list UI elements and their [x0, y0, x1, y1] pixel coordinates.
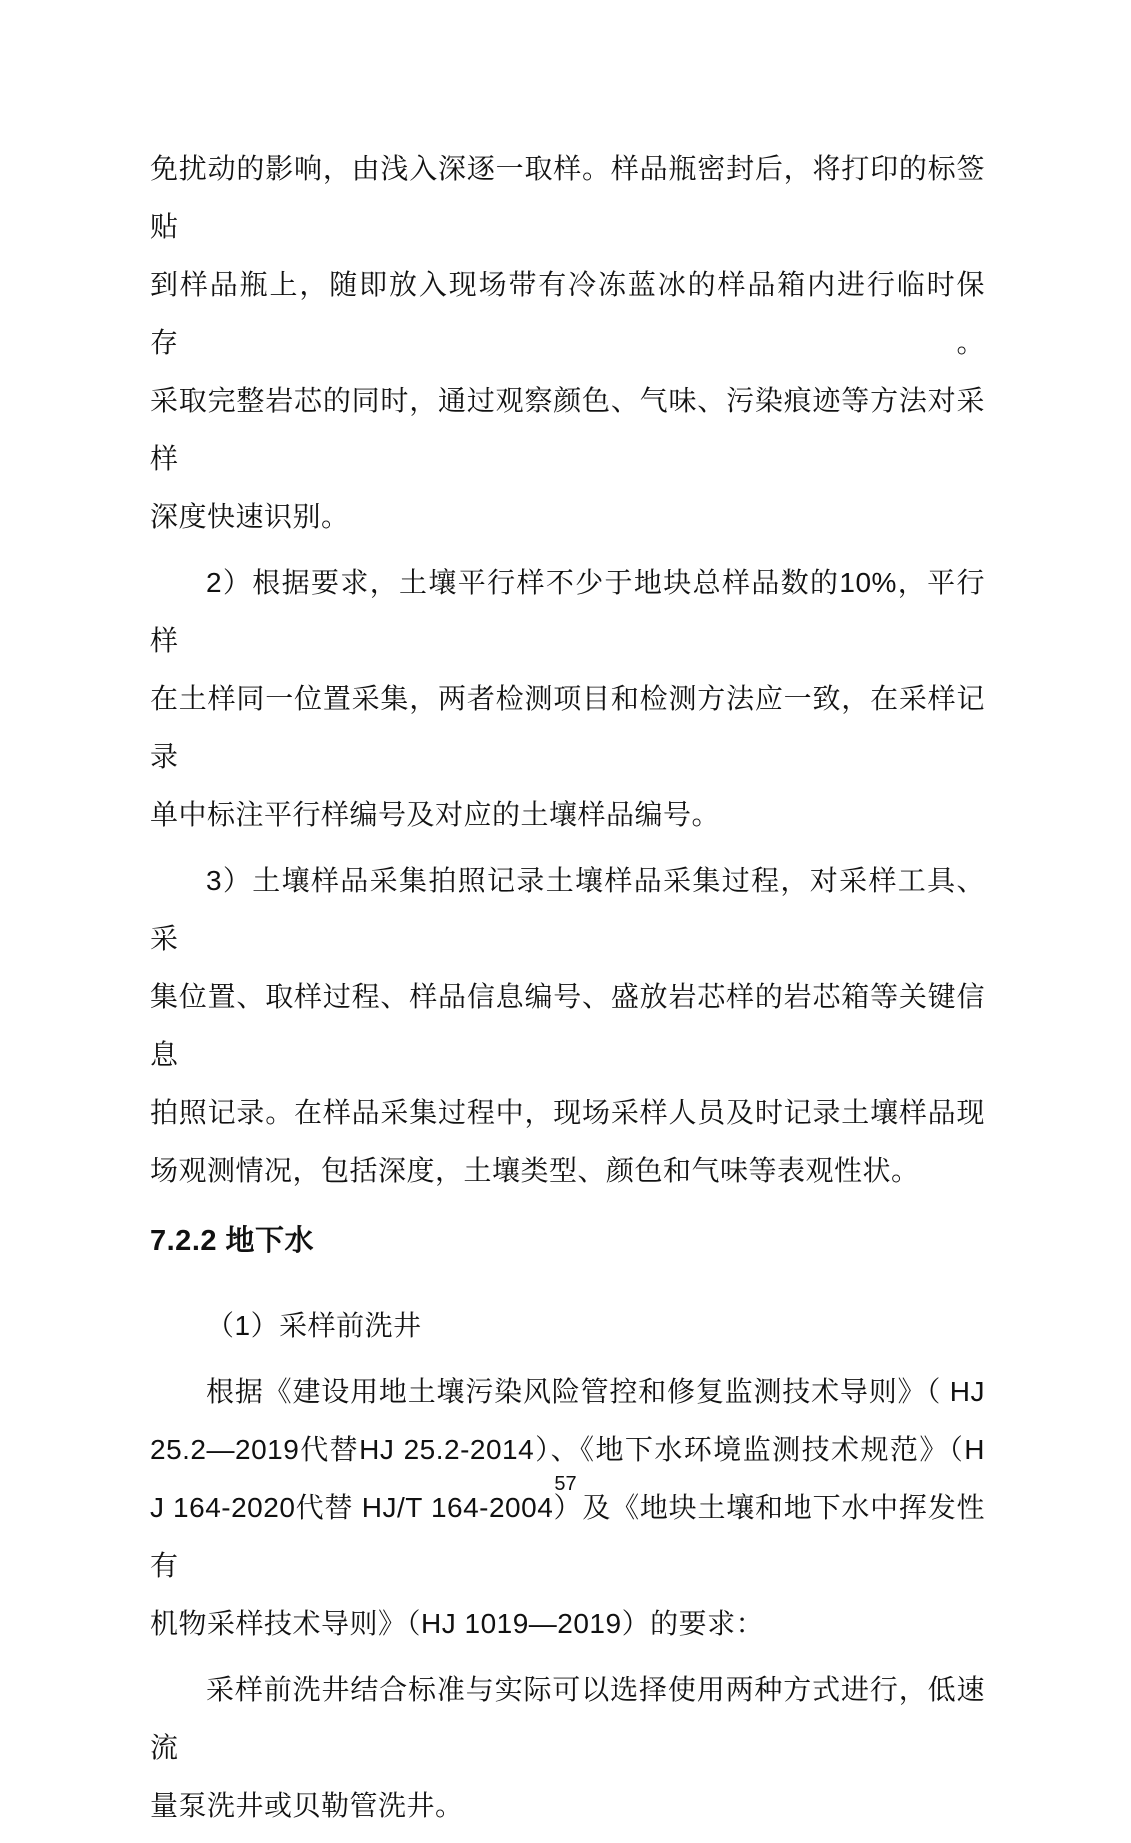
page-number: 57 [554, 1473, 577, 1495]
paragraph-subitem-1 [150, 1297, 985, 1355]
page-footer [0, 1470, 1131, 1498]
body-line: 3）土壤样品采集拍照记录土壤样品采集过程，对采样工具、采 [150, 865, 985, 954]
body-line: 采取完整岩芯的同时，通过观察颜色、气味、污染痕迹等方法对采样 [150, 385, 985, 474]
body-line: 25.2—2019代替HJ 25.2-2014）、《地下水环境监测技术规范》（H [150, 1434, 985, 1465]
body-line: 集位置、取样过程、样品信息编号、盛放岩芯样的岩芯箱等关键信息 [150, 981, 985, 1070]
body-line: 采样前洗井结合标准与实际可以选择使用两种方式进行，低速流 [150, 1674, 985, 1763]
body-line: 在土样同一位置采集，两者检测项目和检测方法应一致，在采样记录 [150, 683, 985, 772]
body-line: J 164-2020代替 HJ/T 164-2004）及《地块土壤和地下水中挥发性有 [150, 1492, 985, 1581]
body-line: 量泵洗井或贝勒管洗井。 [150, 1790, 464, 1821]
body-line: 单中标注平行样编号及对应的土壤样品编号。 [150, 799, 721, 830]
section-heading-text: 7.2.2 地下水 [150, 1225, 315, 1257]
body-line: 2）根据要求，土壤平行样不少于地块总样品数的10%，平行样 [150, 567, 985, 656]
body-line: 深度快速识别。 [150, 501, 350, 532]
paragraph-continuation [150, 140, 985, 546]
body-line: （1）采样前洗井 [206, 1310, 422, 1341]
paragraph-well-purging [150, 1661, 985, 1835]
document-body [150, 140, 985, 1843]
body-line: 免扰动的影响，由浅入深逐一取样。样品瓶密封后，将打印的标签贴 [150, 153, 985, 242]
paragraph-item-3 [150, 852, 985, 1200]
paragraph-standards [150, 1363, 985, 1653]
body-line: 到样品瓶上，随即放入现场带有冷冻蓝冰的样品箱内进行临时保存。 [150, 269, 985, 358]
body-line: 场观测情况，包括深度，土壤类型、颜色和气味等表观性状。 [150, 1155, 920, 1186]
section-heading-722 [150, 1212, 985, 1270]
body-line: 根据《建设用地土壤污染风险管控和修复监测技术导则》（ HJ [206, 1376, 985, 1407]
body-line: 机物采样技术导则》（HJ 1019—2019）的要求： [150, 1608, 765, 1639]
paragraph-item-2 [150, 554, 985, 844]
body-line: 拍照记录。在样品采集过程中，现场采样人员及时记录土壤样品现 [150, 1097, 985, 1128]
